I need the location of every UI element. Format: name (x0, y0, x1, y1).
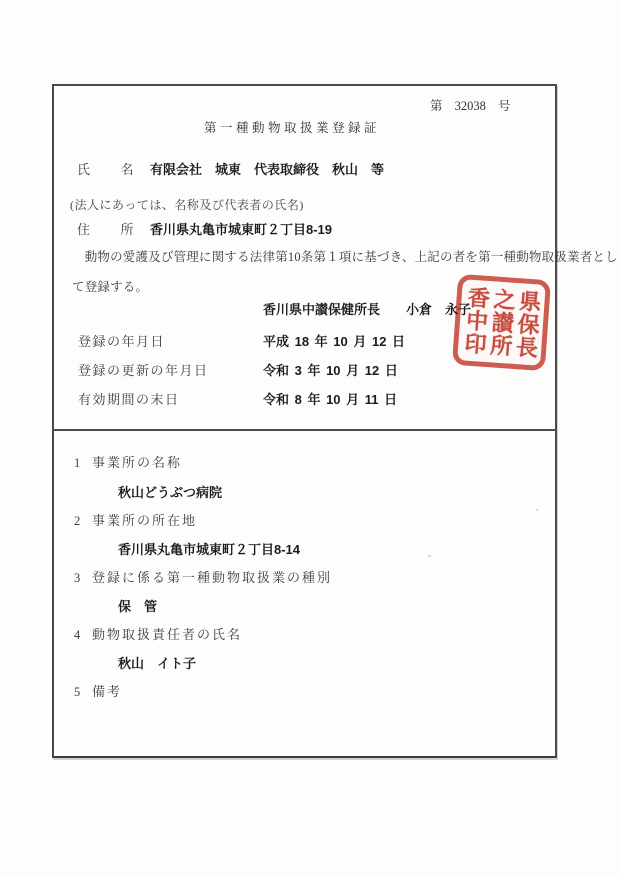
scan-artifact (536, 509, 538, 511)
legal-text-line2: て登録する。 (72, 280, 149, 294)
address-field-label: 住 所 (77, 222, 136, 237)
legal-text-line1: 動物の愛護及び管理に関する法律第10条第１項に基づき、上記の者を第一種動物取扱業者とし (72, 250, 618, 264)
name-field-label: 氏 名 (77, 162, 136, 177)
item-2-value: 香川県丸亀市城東町２丁目8-14 (118, 542, 301, 557)
item-3-label: 登録に係る第一種動物取扱業の種別 (92, 570, 333, 585)
expiry-date-label: 有効期間の末日 (78, 392, 180, 407)
issuer-name: 香川県中讃保健所長 小倉 永子 (263, 302, 472, 317)
item-5-number: 5 (74, 685, 81, 699)
item-1-value: 秋山どうぶつ病院 (118, 485, 223, 500)
official-seal (452, 274, 551, 371)
registration-date-value: 平成 18 年 10 月 12 日 (263, 334, 406, 349)
certificate-title: 第一種動物取扱業登録証 (203, 121, 380, 135)
expiry-date-value: 令和 8 年 10 月 11 日 (263, 392, 398, 407)
certificate-number: 第 32038 号 (430, 99, 511, 113)
item-1-label: 事業所の名称 (92, 455, 183, 470)
item-1-number: 1 (74, 456, 81, 470)
item-4-number: 4 (74, 628, 81, 642)
renewal-date-value: 令和 3 年 10 月 12 日 (263, 363, 398, 378)
seal-glyph-column-right: 県保長 (512, 289, 543, 360)
name-field-value: 有限会社 城東 代表取締役 秋山 等 (150, 162, 385, 177)
item-5-label: 備考 (92, 684, 123, 699)
address-field-value: 香川県丸亀市城東町２丁目8-19 (150, 222, 333, 237)
item-4-value: 秋山 イト子 (118, 656, 197, 671)
item-3-value: 保 管 (118, 599, 158, 614)
scan-artifact (428, 555, 431, 557)
registration-date-label: 登録の年月日 (78, 334, 166, 349)
seal-glyph-column-left: 香中印 (461, 285, 492, 357)
seal-glyph-column-middle: 之讃所 (487, 287, 517, 358)
section-divider-line (52, 429, 557, 431)
corporate-note: (法人にあっては、名称及び代表者の氏名) (70, 198, 304, 212)
item-3-number: 3 (74, 571, 81, 585)
item-2-label: 事業所の所在地 (92, 513, 198, 528)
renewal-date-label: 登録の更新の年月日 (78, 363, 209, 378)
item-2-number: 2 (74, 514, 81, 528)
item-4-label: 動物取扱責任者の氏名 (92, 627, 243, 642)
